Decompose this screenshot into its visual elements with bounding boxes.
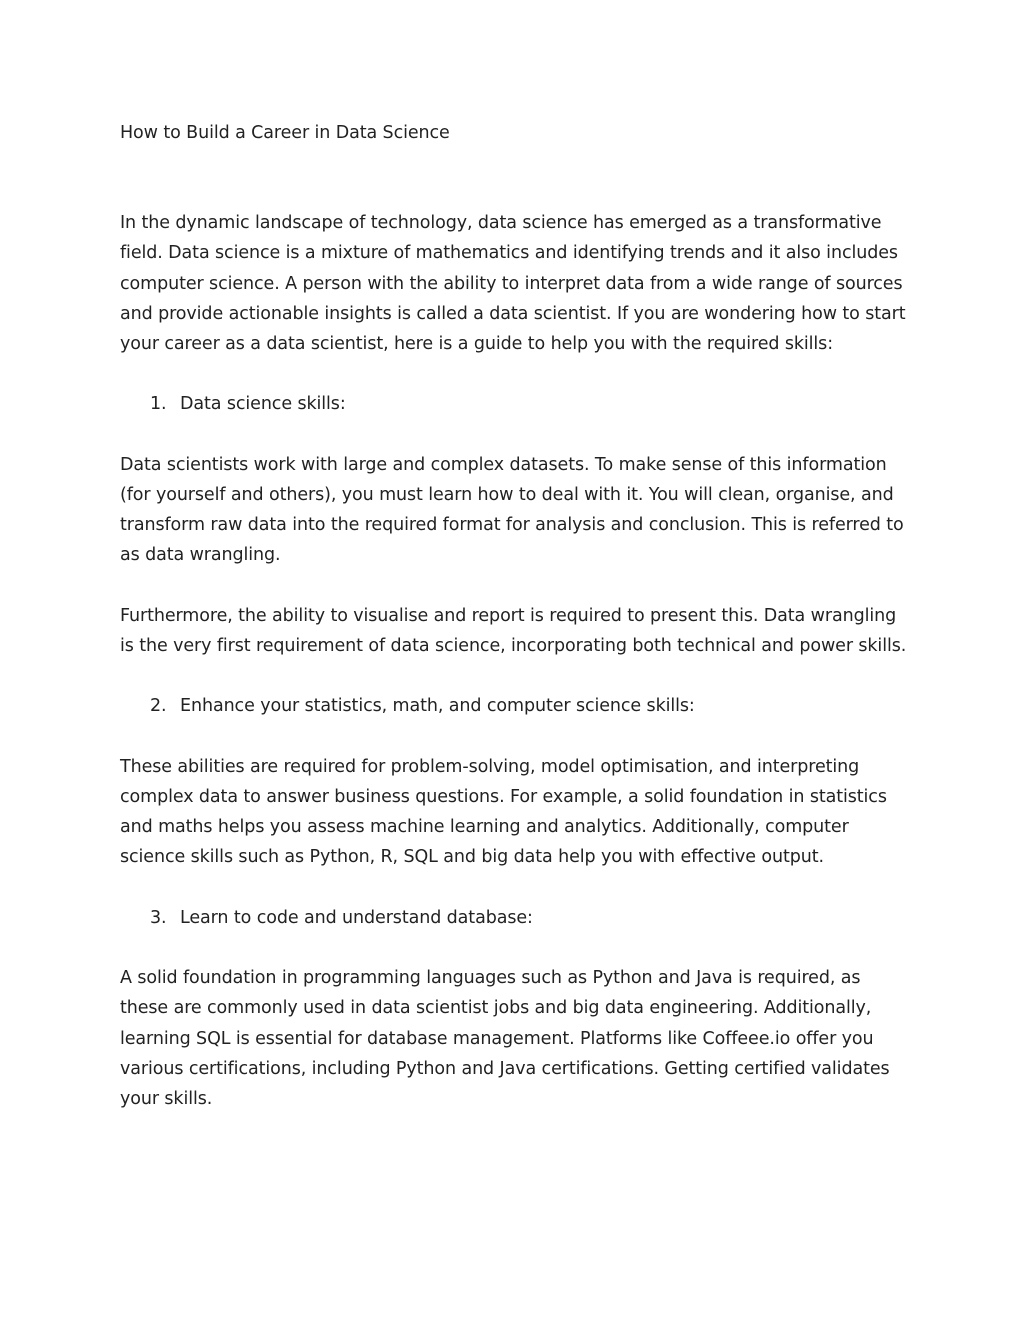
intro-paragraph: In the dynamic landscape of technology, data science has emerged as a transformative field. Data science is a mixture of mathematics and identifying trends and it also includes computer science. A person with the ability to interpret data from a wide range of sources and provide actionable insights is called a data scientist. If you are wondering how to start your career as a data scientist, here is a guide to help you with the required skills: — [120, 213, 906, 355]
list-heading: Enhance your statistics, math, and computer science skills: — [180, 696, 695, 717]
list-number: 3. — [150, 907, 167, 928]
programming-paragraph: A solid foundation in programming languages such as Python and Java is required, as these are commonly used in data scientist jobs and big data engineering. Additionally, learning SQL is essential for database management. Platforms like Coffeee.io offer you various certifications, including Python and Java certifications. Getting certified validates your skills. — [120, 968, 890, 1109]
document-page — [120, 118, 910, 1144]
list-number: 2. — [150, 696, 167, 717]
visualise-paragraph: Furthermore, the ability to visualise and report is required to present this. Data wrangling is the very first requirement of data science, incorporating both technical and power skills. — [120, 605, 907, 656]
list-heading: Data science skills: — [180, 394, 346, 415]
abilities-paragraph: These abilities are required for problem-solving, model optimisation, and interpreting complex data to answer business questions. For example, a solid foundation in statistics and maths helps you assess machine learning and analytics. Additionally, computer science skills such as Python, R, SQL and big data help you with effective output. — [120, 756, 887, 868]
data-wrangling-paragraph: Data scientists work with large and complex datasets. To make sense of this information (for yourself and others), you must learn how to deal with it. You will clean, organise, and transform raw data into the required format for analysis and conclusion. This is referred to as data wrangling. — [120, 454, 904, 566]
list-item-learn-code — [120, 903, 910, 933]
document-title: How to Build a Career in Data Science — [120, 123, 450, 143]
list-item-data-science-skills — [120, 389, 910, 419]
list-item-enhance-skills — [120, 691, 910, 721]
list-number: 1. — [150, 394, 167, 415]
list-heading: Learn to code and understand database: — [180, 907, 533, 928]
